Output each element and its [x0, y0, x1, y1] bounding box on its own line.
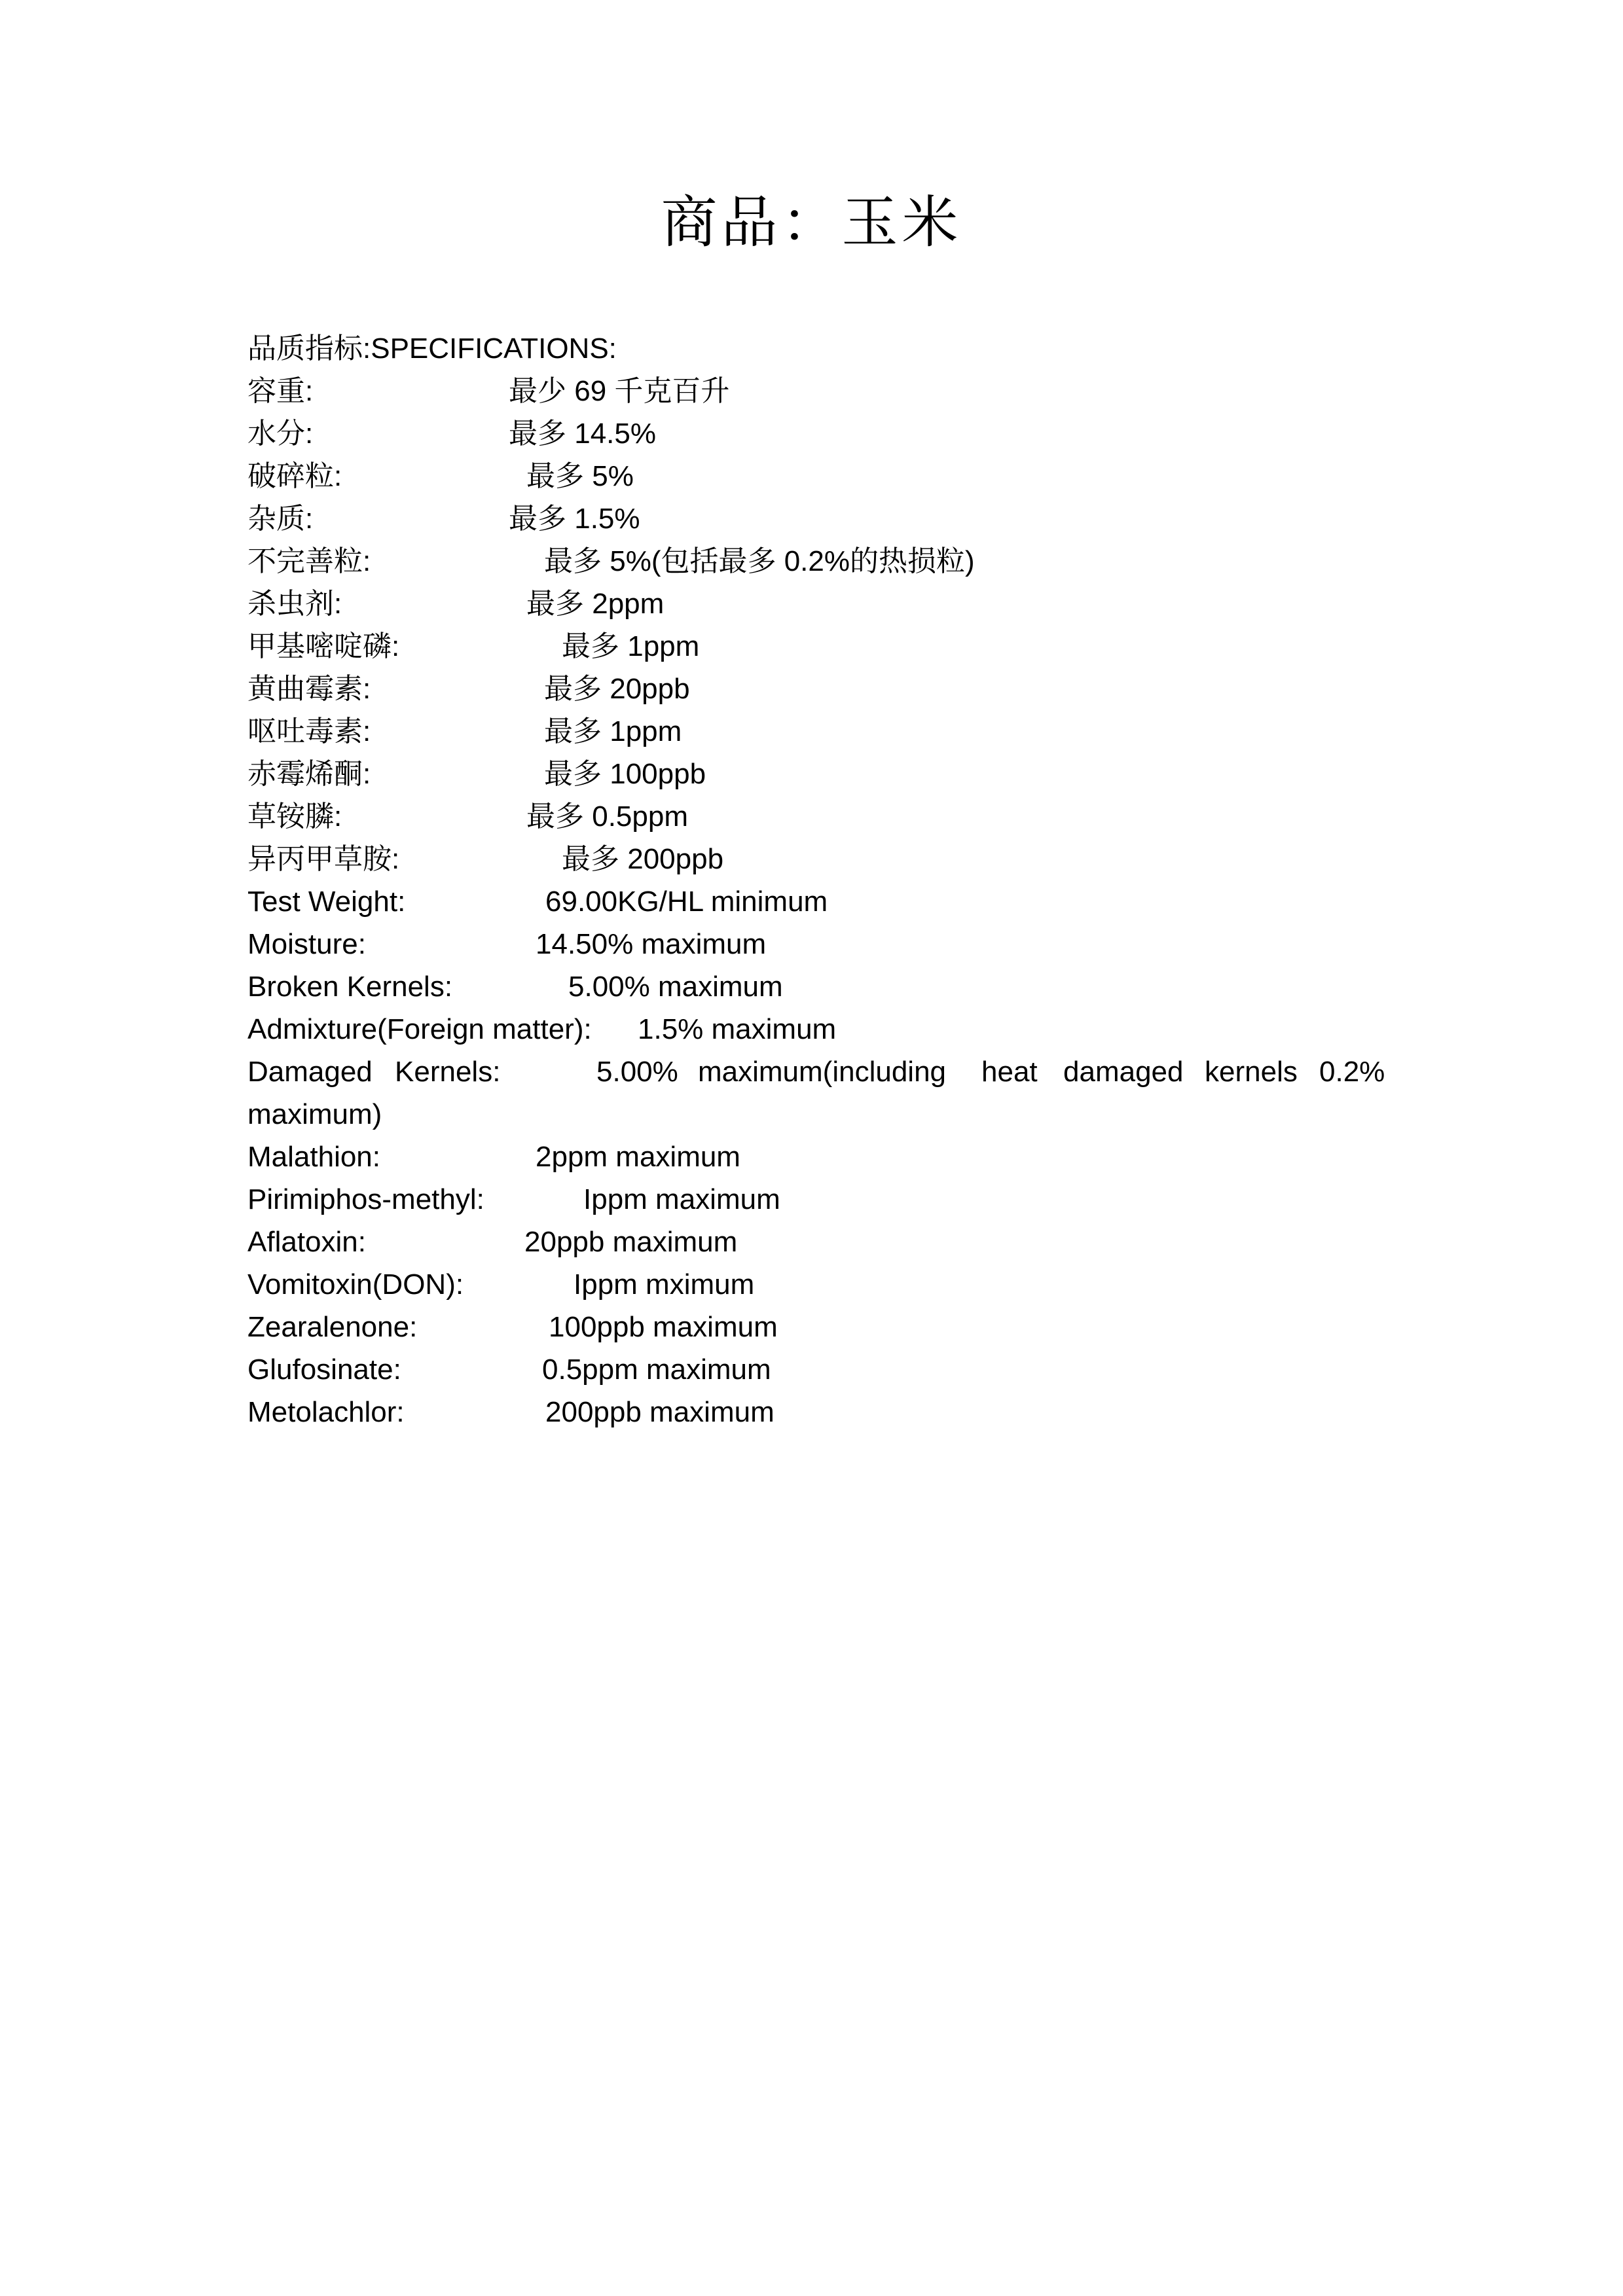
spec-label: 甲基嘧啶磷:: [247, 630, 400, 662]
spec-label: 呕吐毒素:: [247, 715, 371, 747]
spec-line-cn-glufosinate: [247, 795, 1387, 838]
spec-line-en-admixture: [247, 1008, 1387, 1050]
spec-line-cn-pirimiphos: [247, 625, 1387, 668]
spec-line-en-broken: [247, 965, 1387, 1008]
justified-word: Damaged: [247, 1056, 373, 1088]
spec-line-en-aflatoxin: [247, 1221, 1387, 1263]
spec-value: 14.50% maximum: [536, 928, 767, 960]
spec-label: Test Weight:: [247, 886, 406, 918]
spec-value: 最多 200ppb: [562, 843, 724, 875]
spec-value: 最多 100ppb: [544, 758, 706, 790]
justified-word: heat: [981, 1056, 1038, 1088]
spec-value: 69.00KG/HL minimum: [545, 886, 828, 918]
spec-value: 最多 0.5ppm: [526, 800, 688, 833]
spec-value: 最多 14.5%: [509, 418, 656, 450]
spec-value: 最多 5%(包括最多 0.2%的热损粒): [544, 545, 975, 577]
spec-label: 容重:: [247, 375, 314, 407]
spec-value: 20ppb maximum: [524, 1226, 738, 1258]
spec-label: 不完善粒:: [247, 545, 371, 577]
wrapped-continuation: maximum): [247, 1098, 382, 1130]
spec-line-en-test-weight: [247, 880, 1387, 923]
spec-line-cn-broken: [247, 455, 1387, 497]
specifications-section: [247, 327, 1387, 1433]
spec-value: 最多 20ppb: [544, 673, 690, 705]
spec-label: 异丙甲草胺:: [247, 843, 400, 875]
spec-line-cn-malathion: [247, 583, 1387, 625]
spec-line-en-moisture: [247, 923, 1387, 965]
justified-word: Kernels:: [395, 1056, 501, 1088]
spec-value: 最多 1ppm: [562, 630, 700, 662]
spec-label: Admixture(Foreign matter):: [247, 1013, 592, 1045]
spec-value: 200ppb maximum: [545, 1396, 775, 1428]
spec-label: Moisture:: [247, 928, 366, 960]
spec-label: Broken Kernels:: [247, 971, 453, 1003]
spec-line-cn-aflatoxin: [247, 668, 1387, 710]
spec-line-en-zearalenone: [247, 1306, 1387, 1348]
spec-value: 最少 69 千克百升: [509, 375, 730, 407]
spec-line-en-pirimiphos: [247, 1178, 1387, 1221]
spec-line-cn-moisture: [247, 412, 1387, 455]
spec-value: 100ppb maximum: [549, 1311, 778, 1343]
spec-label: Metolachlor:: [247, 1396, 405, 1428]
spec-label: Pirimiphos-methyl:: [247, 1183, 484, 1215]
spec-value: 最多 1.5%: [509, 503, 640, 535]
spec-label: 破碎粒:: [247, 460, 342, 492]
spec-label: 杂质:: [247, 503, 314, 535]
spec-label: 黄曲霉素:: [247, 673, 371, 705]
justified-word: damaged: [1063, 1056, 1184, 1088]
spec-line-en-malathion: [247, 1136, 1387, 1178]
justified-word: 0.2%: [1319, 1056, 1385, 1088]
spec-line-en-damaged: [247, 1050, 1387, 1136]
spec-value: Ippm mximum: [574, 1268, 755, 1300]
spec-label: 赤霉烯酮:: [247, 758, 371, 790]
spec-value: 最多 5%: [526, 460, 634, 492]
spec-value: Ippm maximum: [583, 1183, 780, 1215]
spec-value: 5.00% maximum: [568, 971, 783, 1003]
document-title: 商品：玉米: [661, 190, 962, 255]
spec-value: 1.5% maximum: [638, 1013, 837, 1045]
spec-label: Malathion:: [247, 1141, 381, 1173]
spec-line-cn-vomitoxin: [247, 710, 1387, 753]
spec-value: 0.5ppm maximum: [542, 1354, 771, 1386]
spec-line-cn-metolachlor: [247, 838, 1387, 880]
justified-word: kernels: [1205, 1056, 1298, 1088]
spec-line-cn-damaged: [247, 540, 1387, 583]
spec-label: Zearalenone:: [247, 1311, 418, 1343]
spec-line-en-metolachlor: [247, 1391, 1387, 1433]
spec-label: 水分:: [247, 418, 314, 450]
spec-label: Aflatoxin:: [247, 1226, 366, 1258]
spec-label: 杀虫剂:: [247, 588, 342, 620]
spec-line-en-glufosinate: [247, 1348, 1387, 1391]
spec-value: 2ppm maximum: [536, 1141, 740, 1173]
spec-line-en-vomitoxin: [247, 1263, 1387, 1306]
spec-label: Glufosinate:: [247, 1354, 401, 1386]
justified-word: 5.00%: [596, 1056, 678, 1088]
spec-line-cn-test-weight: [247, 370, 1387, 412]
spec-label: 草铵膦:: [247, 800, 342, 833]
spec-line-cn-admixture: [247, 497, 1387, 540]
justified-word: maximum(including: [698, 1056, 947, 1088]
specifications-heading: 品质指标:SPECIFICATIONS:: [247, 332, 617, 365]
spec-label: Vomitoxin(DON):: [247, 1268, 464, 1300]
spec-value: 最多 1ppm: [544, 715, 682, 747]
spec-value: 最多 2ppm: [526, 588, 665, 620]
spec-line-cn-zearalenone: [247, 753, 1387, 795]
